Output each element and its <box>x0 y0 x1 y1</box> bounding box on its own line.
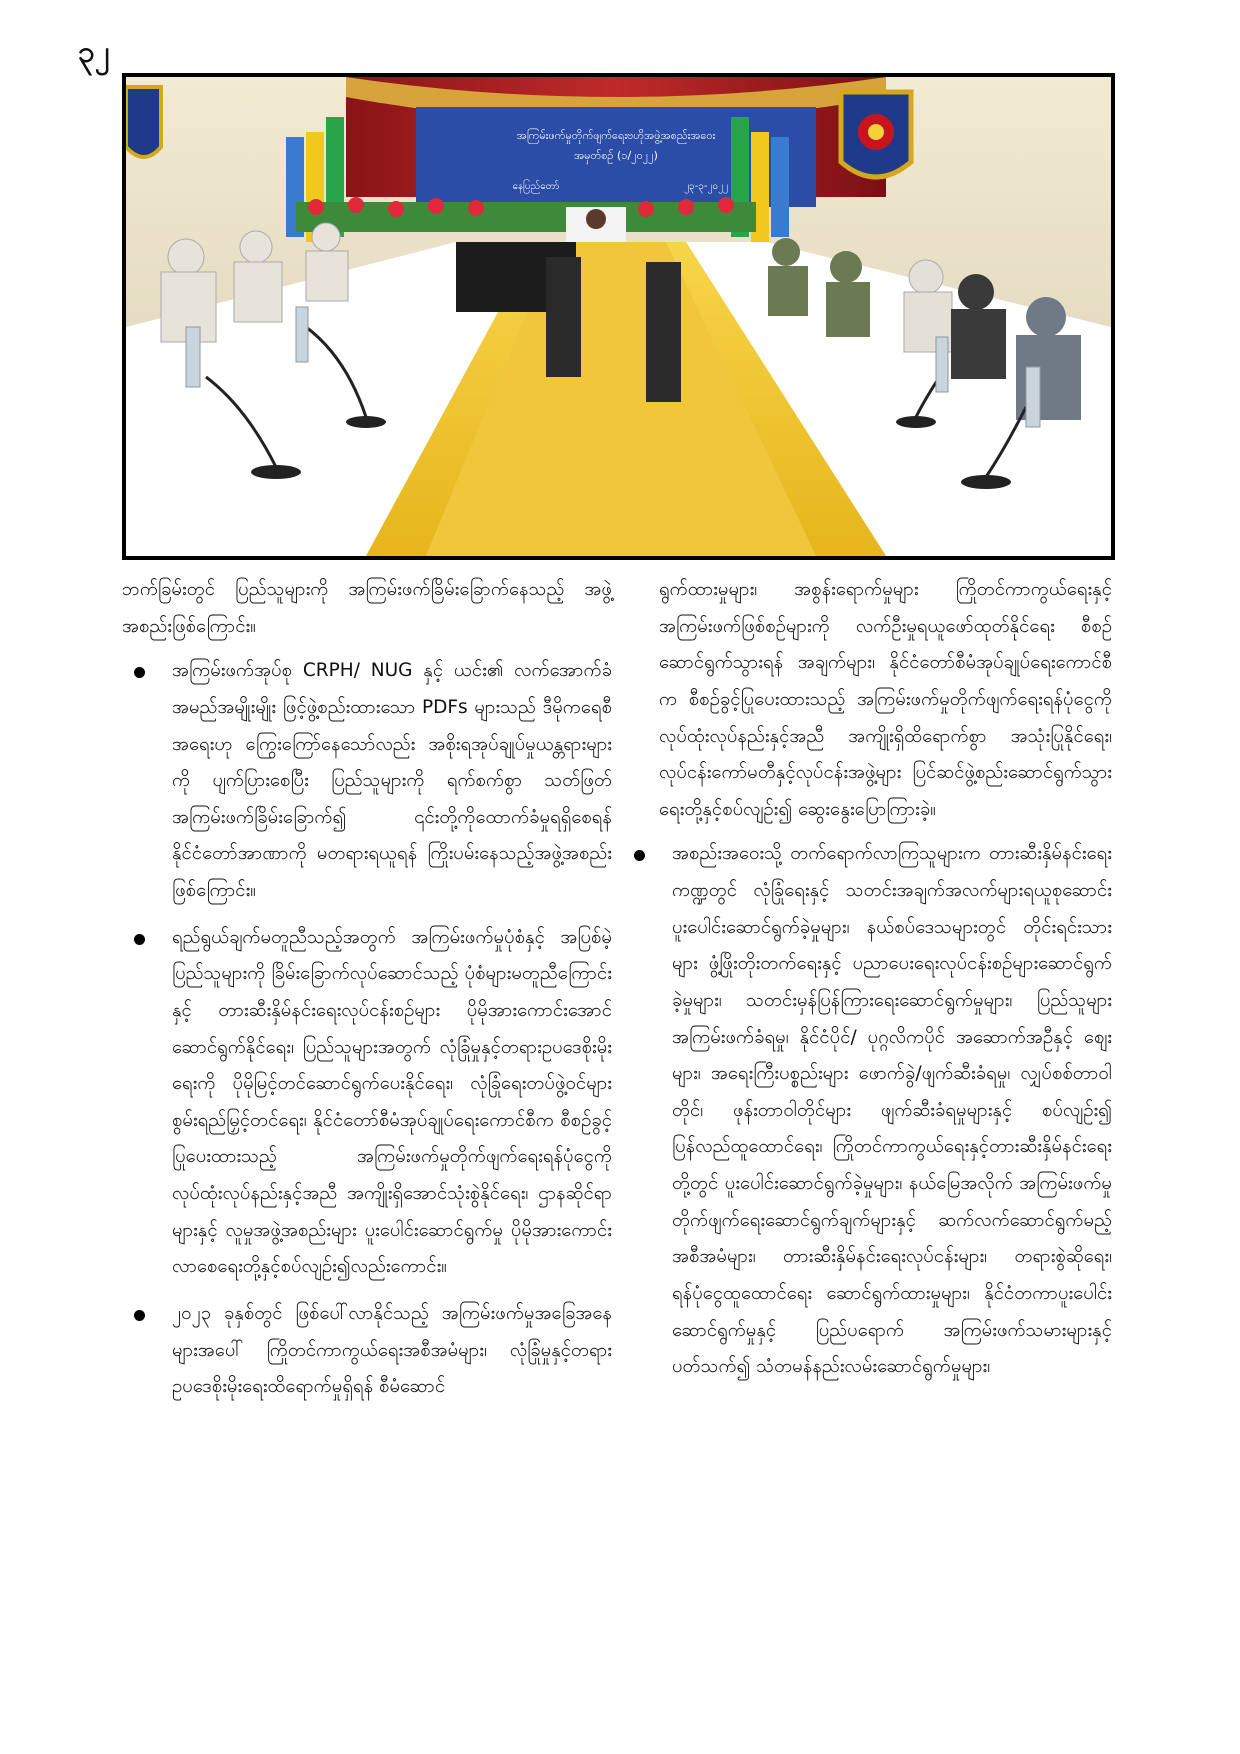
right-continuation-text: ရွက်ထားမှုများ၊ အစွန်းရောက်မှုများ ကြိုတင်ကာကွယ်ရေးနှင့် အကြမ်းဖက်ဖြစ်စဉ်များကို လက်ဦးမှုရယူဖော်ထုတ်နိုင်ရေး စီစဉ်ဆောင်ရွက်သွားရန် အချက်များ၊ နိုင်ငံတော်စီမံအုပ်ချုပ်ရေးကောင်စီက စီစဉ်ခွင့်ပြုပေးထားသည့် အကြမ်းဖက်မှုတိုက်ဖျက်ရေးရန်ပုံငွေကို လုပ်ထုံးလုပ်နည်းနှင့်အညီ အကျိုးရှိထိရောက်စွာ အသုံးပြုနိုင်ရေး၊ လုပ်ငန်းကော်မတီနှင့်လုပ်ငန်းအဖွဲ့များ ပြင်ဆင်ဖွဲ့စည်းဆောင်ရွက်သွားရေးတို့နှင့်စပ်လျဉ်း၍ ဆွေးနွေးပြောကြားခဲ့။ <box>659 579 1112 820</box>
bullet-text: အစည်းအဝေးသို့ တက်ရောက်လာကြသူများက တားဆီးနှိမ်နင်းရေးကဏ္ဍတွင် လုံခြုံရေးနှင့် သတင်းအချက်အလက်များရယူစုဆောင်းပူးပေါင်းဆောင်ရွက်ခဲ့မှုများ၊ နယ်စပ်ဒေသများတွင် တိုင်းရင်းသားများ ဖွံ့ဖြိုးတိုးတက်ရေးနှင့် ပညာပေးရေးလုပ်ငန်းစဉ်များဆောင်ရွက်ခဲ့မှုများ၊ သတင်းမှန်ပြန်ကြားရေးဆောင်ရွက်မှုများ၊ ပြည်သူများအကြမ်းဖက်ခံရမှု၊ နိုင်ငံပိုင်/ ပုဂ္ဂလိကပိုင် အဆောက်အဦနှင့် စျေးများ၊ အရေးကြီးပစ္စည်းများ ဖောက်ခွဲ/ဖျက်ဆီးခံရမှု၊ လျှပ်စစ်တာဝါတိုင်၊ ဖုန်းတာဝါတိုင်များ ဖျက်ဆီးခံရမှုများနှင့် စပ်လျဉ်း၍ ပြန်လည်ထူထောင်ရေး၊ ကြိုတင်ကာကွယ်ရေးနှင့်တားဆီးနှိမ်နင်းရေးတို့တွင် ပူးပေါင်းဆောင်ရွက်ခဲ့မှုများ၊ နယ်မြေအလိုက် အကြမ်းဖက်မှုတိုက်ဖျက်ရေးဆောင်ရွက်ချက်များနှင့် ဆက်လက်ဆောင်ရွက်မည့်အစီအမံများ၊ တားဆီးနှိမ်နင်းရေးလုပ်ငန်းများ၊ တရားစွဲဆိုရေး၊ ရန်ပုံငွေထူထောင်ရေး ဆောင်ရွက်ထားမှုများ၊ နိုင်ငံတကာပူးပေါင်းဆောင်ရွက်မှုနှင့် ပြည်ပရောက် အကြမ်းဖက်သမားများနှင့်ပတ်သက်၍ သံတမန်နည်းလမ်းဆောင်ရွက်မှုများ၊ <box>672 843 1112 1378</box>
left-emblem <box>126 87 161 157</box>
photo-banner-subtitle: အမှတ်စဉ် (၁/၂၀၂၂) <box>574 149 658 162</box>
photo-banner-place: နေပြည်တော် <box>512 181 560 192</box>
bullet-text: ၂၀၂၃ ခုနှစ်တွင် ဖြစ်ပေါ်လာနိုင်သည့် အကြမ်းဖက်မှုအခြေအနေများအပေါ် ကြိုတင်ကာကွယ်ရေးအစီအမံများ၊ လုံခြုံမှုနှင့်တရားဥပဒေစိုးမိုးရေးထိရောက်မှုရှိရန် စီမံဆောင် <box>172 1302 612 1398</box>
bullet-dot-icon <box>634 850 645 861</box>
bullet-text: ရည်ရွယ်ချက်မတူညီသည့်အတွက် အကြမ်းဖက်မှုပုံစံနှင့် အပြစ်မဲ့ပြည်သူများကို ခြိမ်းခြောက်လုပ်ဆောင်သည့် ပုံစံများမတူညီကြောင်းနှင့် တားဆီးနှိမ်နင်းရေးလုပ်ငန်းစဉ်များ ပိုမိုအားကောင်းအောင်ဆောင်ရွက်နိုင်ရေး၊ ပြည်သူများအတွက် လုံခြုံမှုနှင့်တရားဥပဒေစိုးမိုးရေးကို ပိုမိုမြင့်တင်ဆောင်ရွက်ပေးနိုင်ရေး၊ လုံခြုံရေးတပ်ဖွဲ့ဝင်များ စွမ်းရည်မြှင့်တင်ရေး၊ နိုင်ငံတော်စီမံအုပ်ချုပ်ရေးကောင်စီက စီစဉ်ခွင့်ပြုပေးထားသည့် အကြမ်းဖက်မှုတိုက်ဖျက်ရေးရန်ပုံငွေကို လုပ်ထုံးလုပ်နည်းနှင့်အညီ အကျိုးရှိအောင်သုံးစွဲနိုင်ရေး၊ ဌာနဆိုင်ရာများနှင့် လူမှုအဖွဲ့အစည်းများ ပူးပေါင်းဆောင်ရွက်မှု ပိုမိုအားကောင်းလာစေရေးတို့နှင့်စပ်လျဉ်း၍လည်းကောင်း။ <box>172 926 612 1278</box>
left-column <box>122 572 612 1416</box>
bullet-item <box>122 920 612 1286</box>
page-number: ၃၂ <box>78 35 110 70</box>
left-continuation-text: ဘက်ခြမ်းတွင် ပြည်သူများကို အကြမ်းဖက်ခြိမ်းခြောက်နေသည့် အဖွဲ့ အစည်းဖြစ်ကြောင်း။ <box>122 579 612 637</box>
bullet-text: အကြမ်းဖက်အုပ်စု CRPH/ NUG နှင့် ယင်း၏ လက်အောက်ခံအမည်အမျိုးမျိုး ဖြင့်ဖွဲ့စည်းထားသော PDFs များသည် ဒီမိုကရေစီအရေးဟု ကြွေးကြော်နေသော်လည်း အစိုးရအုပ်ချုပ်မှုယန္တရားများကို ပျက်ပြားစေပြီး ပြည်သူများကို ရက်စက်စွာ သတ်ဖြတ်အကြမ်းဖက်ခြိမ်းခြောက်၍ ၎င်းတို့ကိုထောက်ခံမှုရရှိစေရန် နိုင်ငံတော်အာဏာကို မတရားရယူရန် ကြိုးပမ်းနေသည့်အဖွဲ့အစည်းဖြစ်ကြောင်း။ <box>172 660 612 901</box>
bullet-dot-icon <box>134 667 145 678</box>
bullet-dot-icon <box>134 934 145 945</box>
bullet-item <box>622 836 1112 1385</box>
right-column <box>622 572 1112 1396</box>
photo-banner-title: အကြမ်းဖက်မှုတိုက်ဖျက်ရေးဗဟိုအဖွဲ့အစည်းအဝေး <box>516 129 716 142</box>
bullet-item <box>122 653 612 909</box>
right-emblem <box>841 92 911 177</box>
photo-banner-date: ၂၃-၃-၂၀၂၂ <box>684 181 728 192</box>
bullet-dot-icon <box>134 1310 145 1321</box>
bullet-item <box>122 1296 612 1406</box>
meeting-photo <box>122 73 1115 560</box>
